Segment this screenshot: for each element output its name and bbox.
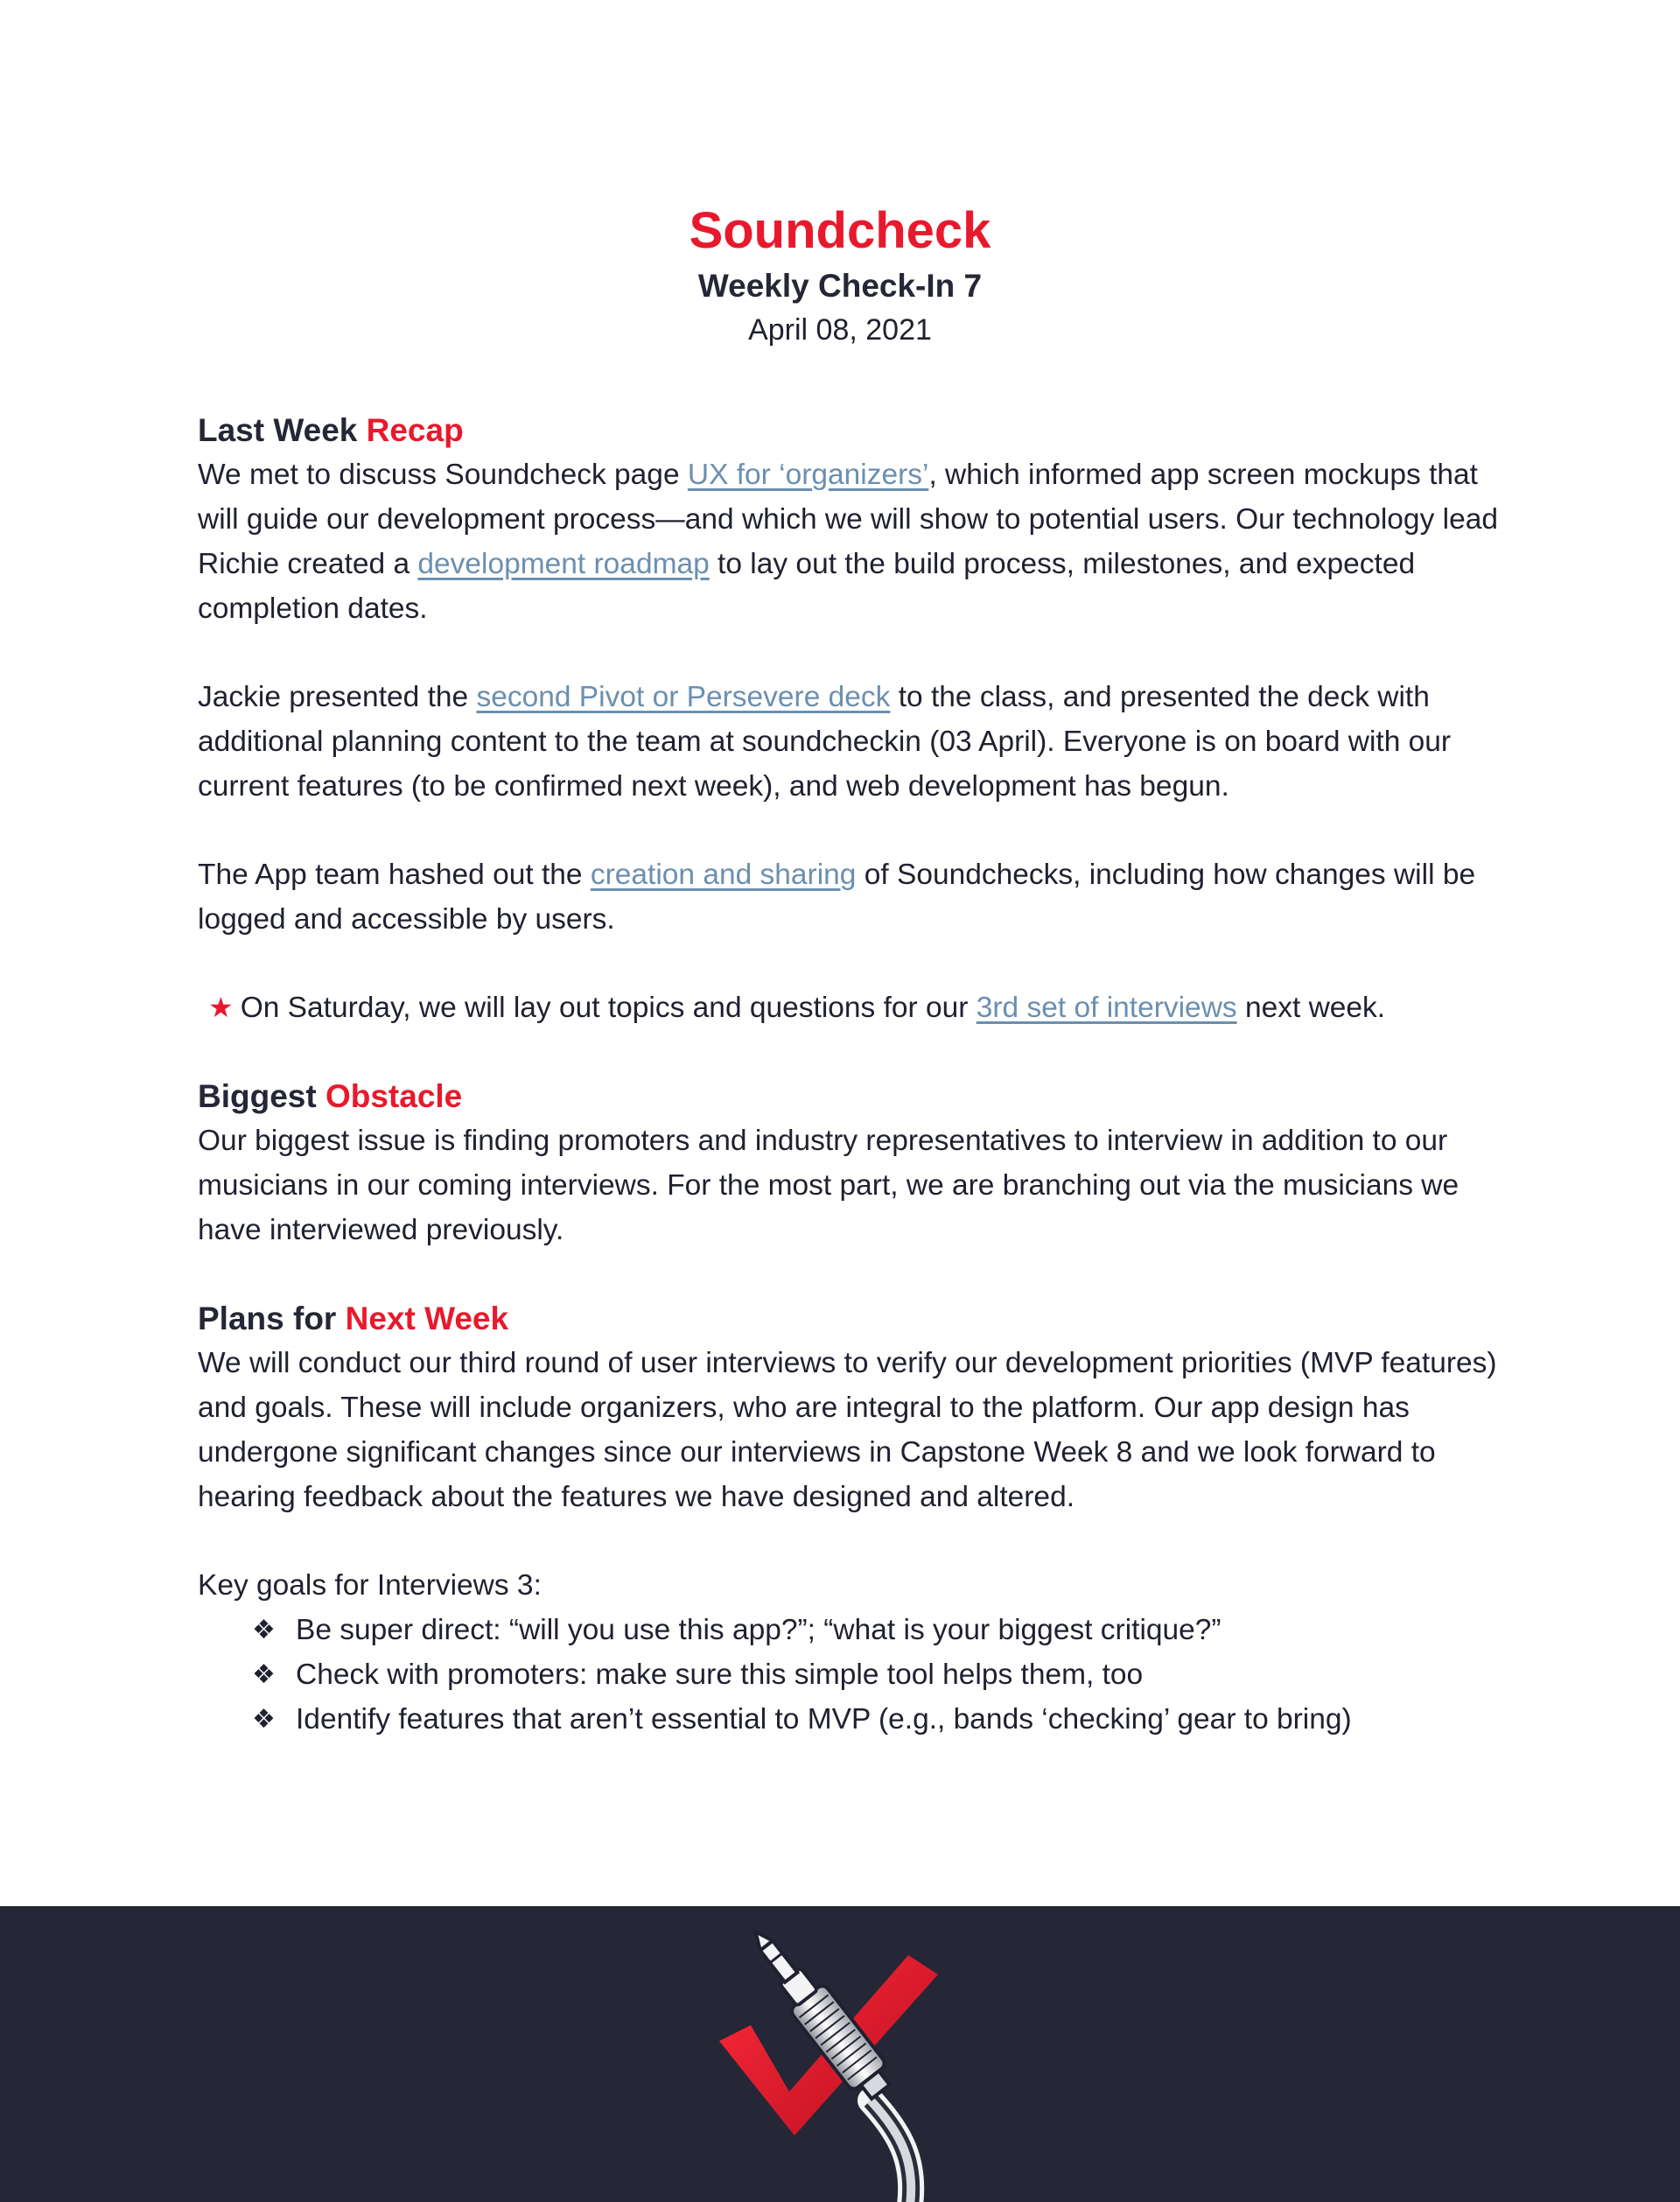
interviews-set-3-link[interactable]: 3rd set of interviews	[976, 992, 1237, 1024]
goals-list	[198, 1608, 1510, 1742]
text-run: Jackie presented the	[198, 681, 477, 713]
diamond-bullet-icon: ❖	[252, 1660, 276, 1689]
list-item	[252, 1652, 1510, 1697]
creation-sharing-link[interactable]: creation and sharing	[590, 859, 857, 891]
text-run: to lay out the build process, milestones, and expected completion dates.	[198, 548, 1416, 625]
heading-accent: Obstacle	[325, 1078, 463, 1114]
recap-paragraph-4	[198, 985, 1510, 1030]
goal-text: Be super direct: “will you use this app?”; “what is your biggest critique?”	[296, 1614, 1222, 1646]
recap-paragraph-1	[198, 452, 1510, 631]
list-item	[252, 1608, 1510, 1652]
heading-plain: Plans for	[198, 1301, 346, 1336]
text-run: We met to discuss Soundcheck page	[198, 459, 688, 491]
spacer	[198, 809, 1510, 852]
audio-jack-checkmark-icon	[691, 1917, 1006, 2202]
text-run: On Saturday, we will lay out topics and questions for our	[240, 992, 976, 1024]
heading-plain: Last Week	[198, 412, 367, 448]
heading-accent: Next Week	[345, 1301, 509, 1336]
text-run: of Soundchecks, including how changes will be logged and accessible by users.	[198, 859, 1476, 936]
diamond-bullet-icon: ❖	[252, 1616, 276, 1644]
text-run: , which informed app screen mockups that will guide our development process—and which we will show to potential users. Our technology lead Richie created a	[198, 459, 1498, 580]
text-run: The App team hashed out the	[198, 859, 591, 891]
spacer	[198, 942, 1510, 985]
recap-paragraph-3	[198, 852, 1510, 942]
spacer	[198, 1252, 1510, 1296]
plans-paragraph: We will conduct our third round of user interviews to verify our development priorities (MVP features) and goals. These will include organizers, who are integral to the platform. Our app design has undergone significant changes since our interviews in Capstone Week 8 and we look forward to hearing feedback about the features we have designed and altered.	[198, 1347, 1497, 1513]
goal-text: Check with promoters: make sure this simple tool helps them, too	[296, 1659, 1144, 1691]
document-header	[0, 200, 1680, 352]
heading-plain: Biggest	[198, 1078, 326, 1114]
spacer	[198, 1519, 1510, 1563]
obstacle-paragraph: Our biggest issue is finding promoters and industry representatives to interview in addition to our musicians in our coming interviews. For the most part, we are branching out via the musicians we have interviewed previously.	[198, 1125, 1460, 1246]
star-icon: ★	[208, 992, 234, 1023]
document-date: April 08, 2021	[748, 313, 932, 347]
goals-label: Key goals for Interviews 3:	[198, 1569, 542, 1602]
spacer	[198, 631, 1510, 675]
goal-text: Identify features that aren’t essential to MVP (e.g., bands ‘checking’ gear to bring)	[296, 1703, 1352, 1736]
document-title: Soundcheck	[689, 202, 991, 259]
document-subtitle: Weekly Check-In 7	[697, 268, 983, 304]
section-heading-obstacle	[198, 1074, 1510, 1119]
section-heading-recap	[198, 408, 1510, 452]
diamond-bullet-icon: ❖	[252, 1705, 276, 1734]
document-body	[198, 408, 1510, 1742]
development-roadmap-link[interactable]: development roadmap	[417, 548, 710, 580]
text-run: to the class, and presented the deck with additional planning content to the team at soundcheckin (03 April). Everyone is on board with our current features (to be confirmed next week), and web development has begun.	[198, 681, 1452, 803]
section-heading-plans	[198, 1296, 1510, 1341]
recap-paragraph-2	[198, 675, 1510, 809]
text-run: next week.	[1236, 992, 1386, 1024]
spacer	[198, 1030, 1510, 1074]
pivot-persevere-deck-link[interactable]: second Pivot or Persevere deck	[476, 681, 891, 713]
heading-accent: Recap	[366, 412, 464, 448]
ux-organizers-link[interactable]: UX for ‘organizers’	[687, 459, 929, 491]
list-item	[252, 1697, 1510, 1742]
